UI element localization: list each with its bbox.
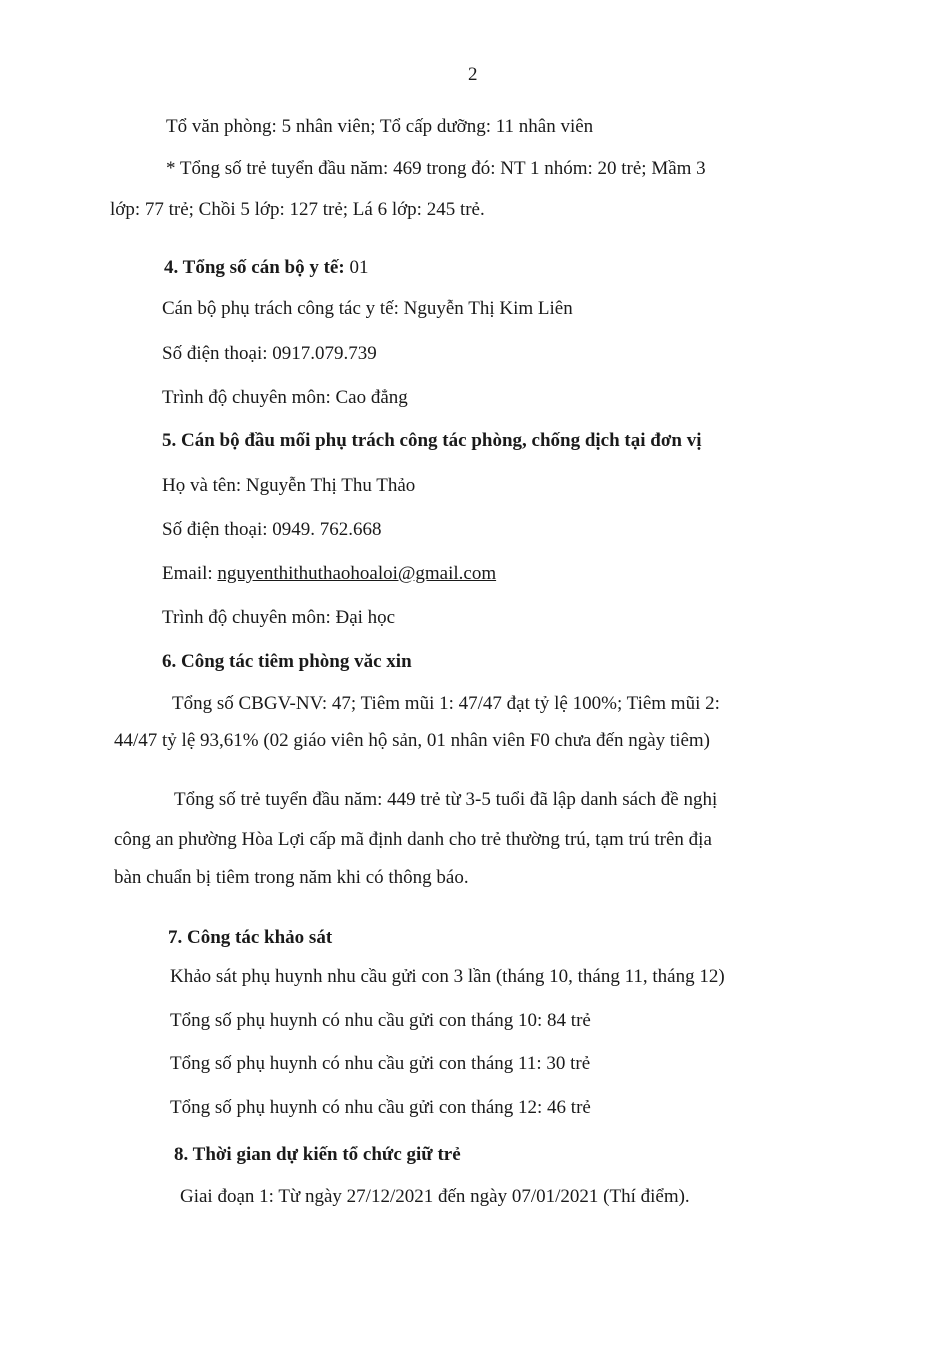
medical-staff-degree: Trình độ chuyên môn: Cao đẳng (162, 387, 408, 408)
medical-staff-phone: Số điện thoại: 0917.079.739 (162, 343, 377, 364)
children-total-line-2: lớp: 77 trẻ; Chồi 5 lớp: 127 trẻ; Lá 6 lớp: 245 trẻ. (110, 199, 485, 220)
contact-email-line (162, 564, 496, 583)
vaccination-line-1: Tổng số CBGV-NV: 47; Tiêm mũi 1: 47/47 đạt tỷ lệ 100%; Tiêm mũi 2: (172, 693, 720, 714)
section-4-heading (164, 258, 368, 277)
email-label: Email: (162, 563, 218, 584)
contact-phone: Số điện thoại: 0949. 762.668 (162, 519, 382, 540)
schedule-line-1: Giai đoạn 1: Từ ngày 27/12/2021 đến ngày 07/01/2021 (Thí điểm). (180, 1186, 690, 1207)
survey-line-4: Tổng số phụ huynh có nhu cầu gửi con tháng 12: 46 trẻ (170, 1097, 591, 1118)
survey-line-2: Tổng số phụ huynh có nhu cầu gửi con tháng 10: 84 trẻ (170, 1010, 591, 1031)
children-total-line-1: * Tổng số trẻ tuyển đầu năm: 469 trong đó: NT 1 nhóm: 20 trẻ; Mầm 3 (166, 158, 706, 179)
section-7-heading: 7. Công tác khảo sát (168, 927, 333, 948)
email-link[interactable]: nguyenthithuthaohoaloi@gmail.com (217, 563, 497, 584)
staff-groups-line: Tổ văn phòng: 5 nhân viên; Tổ cấp dưỡng: 11 nhân viên (166, 116, 594, 137)
contact-degree: Trình độ chuyên môn: Đại học (162, 607, 396, 628)
children-list-line-3: bàn chuẩn bị tiêm trong năm khi có thông báo. (114, 867, 469, 888)
section-6-heading: 6. Công tác tiêm phòng văc xin (162, 651, 412, 672)
section-8-heading: 8. Thời gian dự kiến tổ chức giữ trẻ (174, 1144, 461, 1165)
section-4-value: 01 (344, 257, 369, 278)
section-5-heading: 5. Cán bộ đầu mối phụ trách công tác phòng, chống dịch tại đơn vị (162, 430, 702, 451)
survey-line-3: Tổng số phụ huynh có nhu cầu gửi con tháng 11: 30 trẻ (170, 1053, 591, 1074)
survey-line-1: Khảo sát phụ huynh nhu cầu gửi con 3 lần (tháng 10, tháng 11, tháng 12) (170, 966, 725, 987)
medical-staff-person: Cán bộ phụ trách công tác y tế: Nguyễn Thị Kim Liên (162, 298, 573, 319)
children-list-line-1: Tổng số trẻ tuyển đầu năm: 449 trẻ từ 3-5 tuổi đã lập danh sách đề nghị (174, 789, 718, 810)
vaccination-line-2: 44/47 tỷ lệ 93,61% (02 giáo viên hộ sản, 01 nhân viên F0 chưa đến ngày tiêm) (114, 730, 711, 751)
contact-name: Họ và tên: Nguyễn Thị Thu Thảo (162, 475, 416, 496)
section-4-title: 4. Tổng số cán bộ y tế: (164, 257, 345, 278)
children-list-line-2: công an phường Hòa Lợi cấp mã định danh cho trẻ thường trú, tạm trú trên địa (114, 829, 712, 850)
page-number: 2 (468, 64, 478, 85)
